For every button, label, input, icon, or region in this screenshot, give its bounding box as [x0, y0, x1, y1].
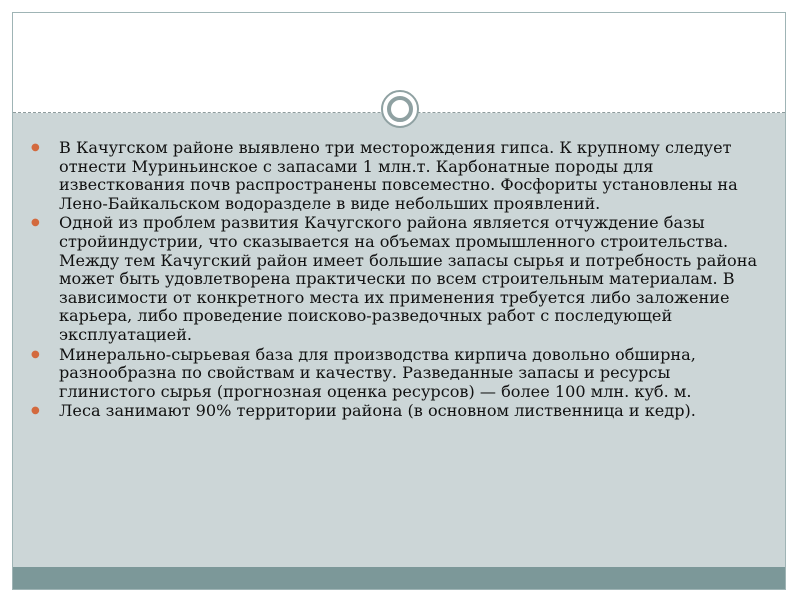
list-item: [31, 346, 771, 402]
bullet-list: [31, 139, 771, 422]
paragraph-text: Одной из проблем развития Качугского района является отчуждение базы стройиндустрии, что сказывается на объемах промышленного строительства. Между тем Качугский район имеет большие запасы сырья и потребность района может быть удовлетворена практически по всем строительным материалам. В зависимости от конкретного места их применения требуется либо заложение карьера, либо проведение поисково-разведочных работ с последующей эксплуатацией.: [59, 213, 758, 344]
slide: [12, 12, 786, 590]
list-item: [31, 139, 771, 213]
list-item: [31, 214, 771, 344]
paragraph-text: Минерально-сырьевая база для производства кирпича довольно обширна, разнообразна по свойствам и качеству. Разведанные запасы и ресурсы глинистого сырья (прогнозная оценка ресурсов) — более 100 млн. куб. м.: [59, 344, 696, 401]
bottom-band: [13, 567, 785, 589]
paragraph-text: В Качугском районе выявлено три месторождения гипса. К крупному следует отнести Муриньинское с запасами 1 млн.т. Карбонатные породы для известкования почв распространены повсеместно. Фосфориты установлены на Лено-Байкальском водоразделе в виде небольших проявлений.: [59, 138, 738, 213]
bullet-icon: ●: [31, 217, 40, 229]
bullet-icon: ●: [31, 142, 40, 153]
circle-ornament-icon: [381, 90, 419, 128]
circle-ornament-inner: [387, 96, 413, 122]
list-item: [31, 402, 771, 421]
paragraph-text: Леса занимают 90% территории района (в основном лиственница и кедр).: [59, 401, 696, 421]
bullet-icon: ●: [31, 348, 40, 360]
bullet-icon: ●: [31, 405, 40, 417]
